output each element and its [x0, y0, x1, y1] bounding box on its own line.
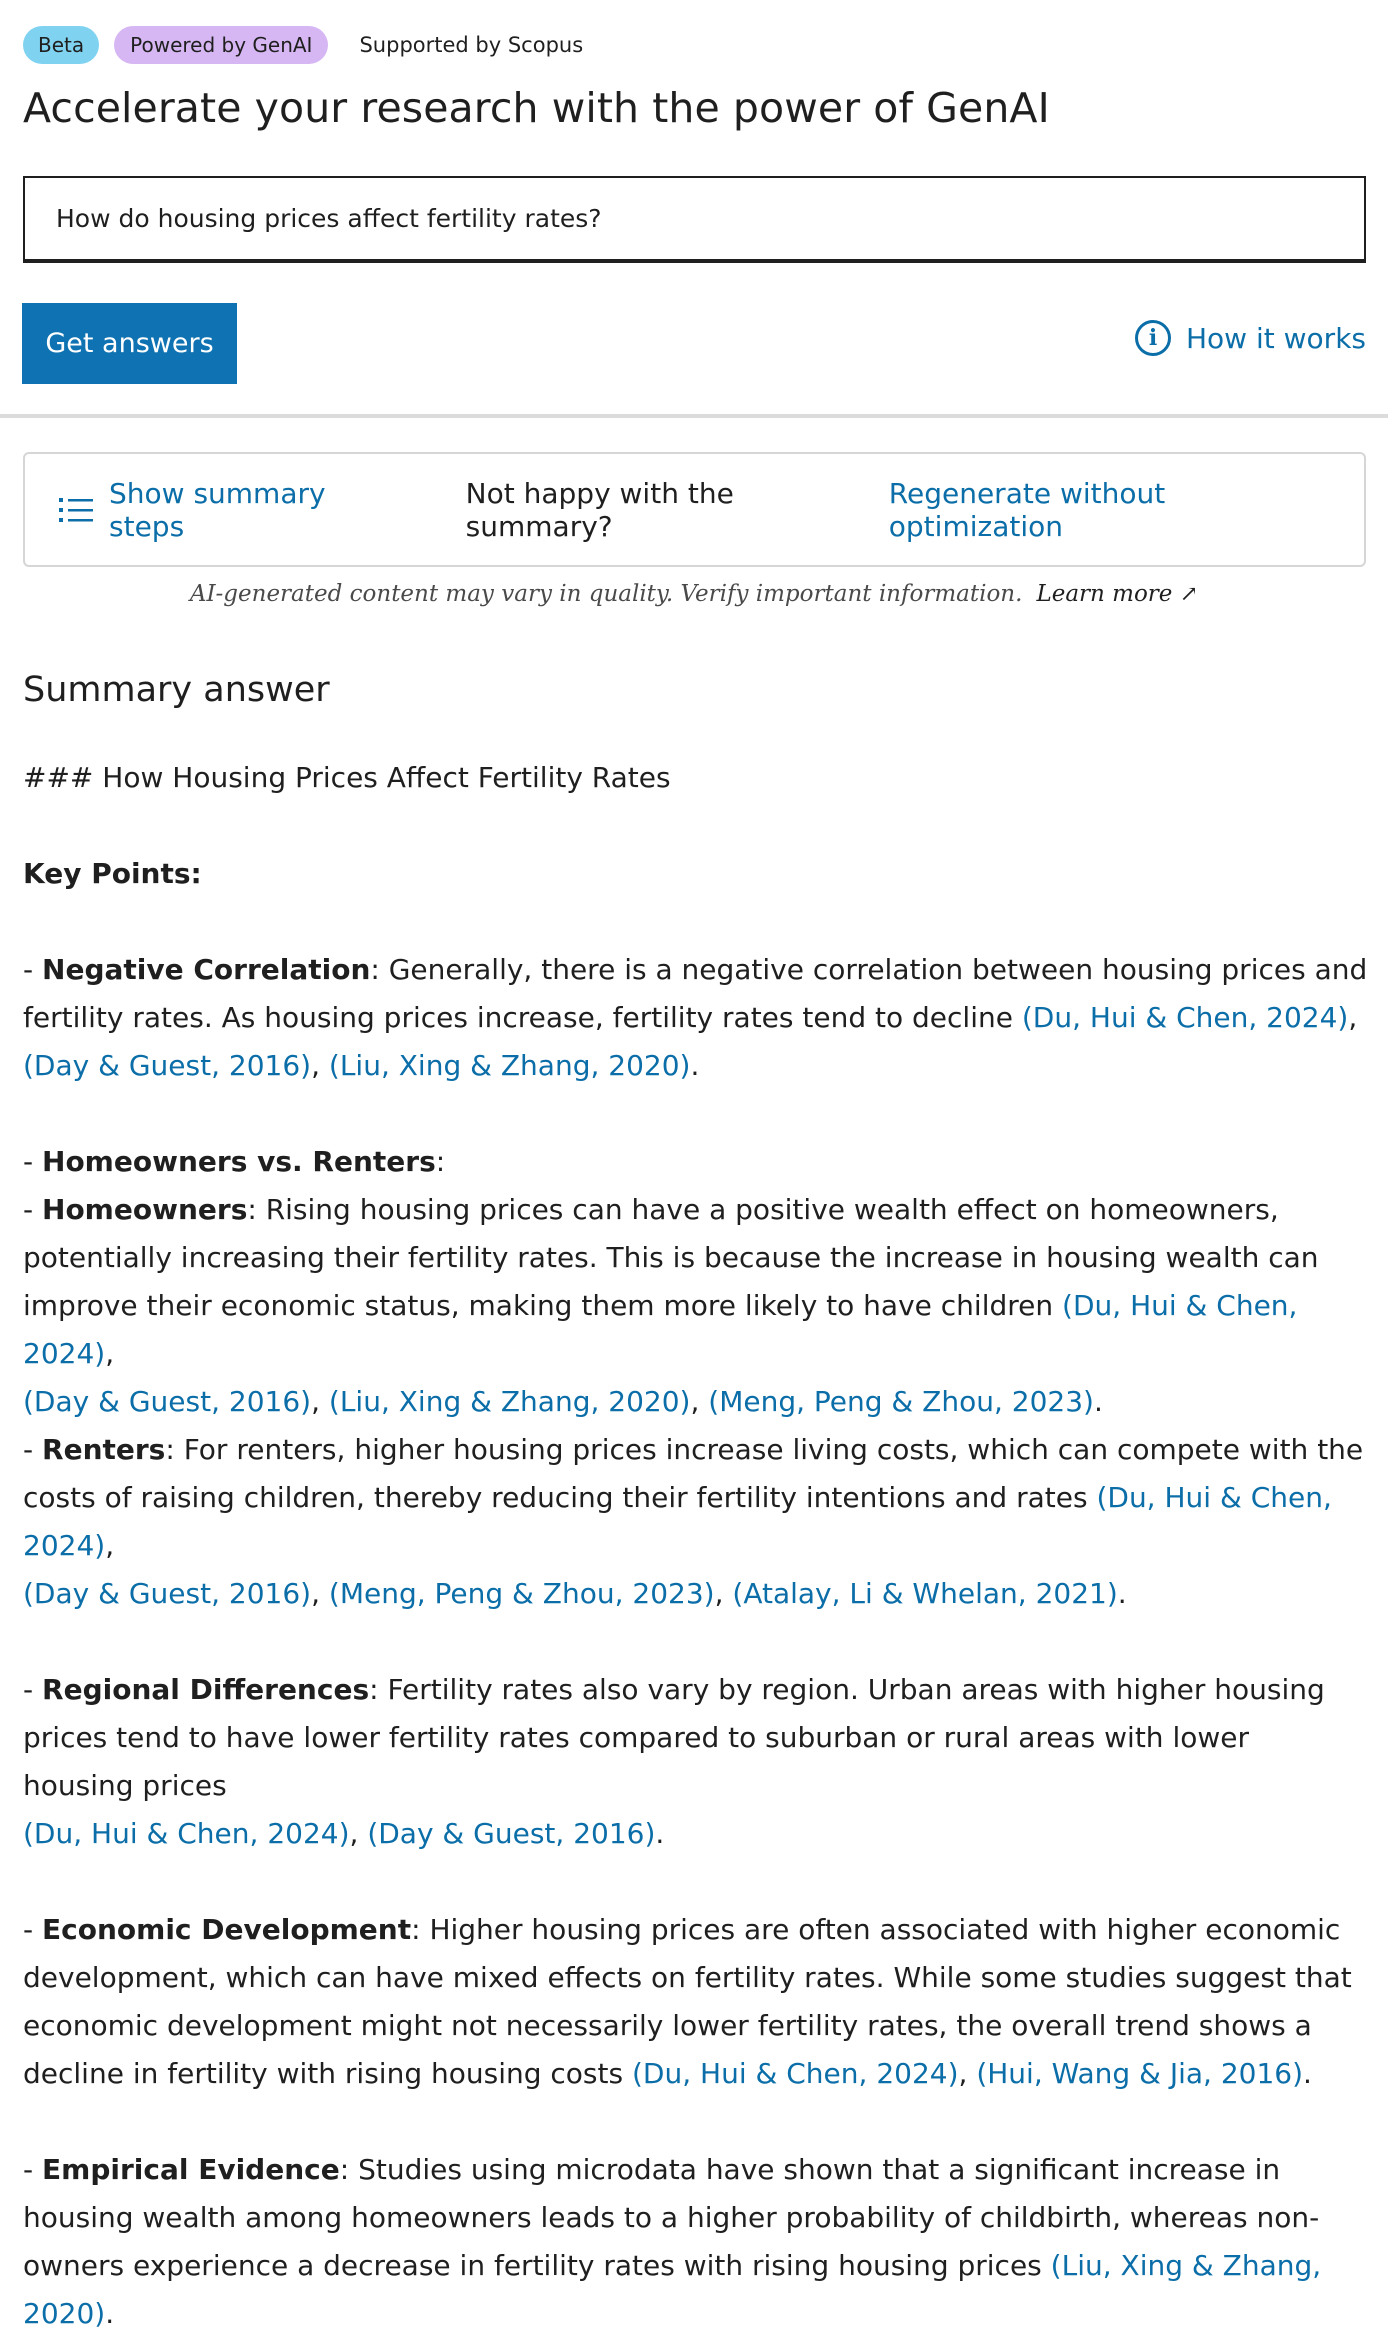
answer-heading: ### How Housing Prices Affect Fertility Rates — [23, 761, 671, 794]
citation-link[interactable]: (Atalay, Li & Whelan, 2021) — [732, 1577, 1118, 1610]
show-summary-steps-button[interactable] — [59, 477, 396, 543]
get-answers-button[interactable]: Get answers — [22, 303, 237, 384]
beta-badge: Beta — [23, 26, 99, 64]
citation-link[interactable]: (Liu, Xing & Zhang, 2020) — [328, 1385, 691, 1418]
citation-link[interactable]: (Day & Guest, 2016) — [23, 1385, 312, 1418]
citation-link[interactable]: (Meng, Peng & Zhou, 2023) — [328, 1577, 715, 1610]
how-it-works-label: How it works — [1186, 321, 1366, 355]
summary-toolbar — [23, 452, 1366, 567]
show-summary-steps-label: Show summary steps — [109, 476, 326, 543]
point-empirical-evidence: - Empirical Evidence: Studies using microdata have shown that a significant increase in housing wealth among homeowners leads to a higher probability of childbirth, whereas non-owners experience a decrease in fertility rates with rising housing prices (Liu, Xing & Zhang, 2020). — [23, 2153, 1322, 2330]
learn-more-link[interactable] — [1036, 581, 1198, 607]
point-economic-development: - Economic Development: Higher housing prices are often associated with higher economic development, which can have mixed effects on fertility rates. While some studies suggest that economic development might not necessarily lower fertility rates, the overall trend shows a decline in fertility with rising housing costs (Du, Hui & Chen, 2024), (Hui, Wang & Jia, 2016). — [23, 1913, 1352, 2090]
summary-answer-body — [23, 754, 1368, 2338]
page-title: Accelerate your research with the power of GenAI — [23, 84, 1050, 132]
how-it-works-link[interactable] — [1135, 320, 1366, 356]
point-homeowners: - Homeowners: Rising housing prices can have a positive wealth effect on homeowners, potentially increasing their fertility rates. This is because the increase in housing wealth can improve their economic status, making them more likely to have children (Du, Hui & Chen, 2024), (Day & Guest, 2016), (Liu, Xing & Zhang, 2020), (Meng, Peng & Zhou, 2023). — [23, 1193, 1319, 1418]
citation-link[interactable]: (Day & Guest, 2016) — [367, 1817, 656, 1850]
citation-link[interactable]: (Du, Hui & Chen, 2024) — [23, 1289, 1298, 1370]
regenerate-link[interactable]: Regenerate without optimization — [888, 476, 1166, 543]
ai-disclaimer — [0, 581, 1388, 607]
divider — [0, 414, 1388, 418]
search-input[interactable] — [56, 204, 1333, 233]
point-regional-differences: - Regional Differences: Fertility rates also vary by region. Urban areas with higher housing prices tend to have lower fertility rates compared to suburban or rural areas with lower housing prices (Du, Hui & Chen, 2024), (Day & Guest, 2016). — [23, 1673, 1325, 1850]
citation-link[interactable]: (Meng, Peng & Zhou, 2023) — [708, 1385, 1094, 1418]
citation-link[interactable]: (Day & Guest, 2016) — [23, 1577, 312, 1610]
citation-link[interactable]: (Liu, Xing & Zhang, 2020) — [328, 1049, 691, 1082]
external-arrow-icon: ↗ — [1179, 582, 1199, 607]
point-negative-correlation: - Negative Correlation: Generally, there is a negative correlation between housing prices and fertility rates. As housing prices increase, fertility rates tend to decline (Du, Hui & Chen, 2024), (Day & Guest, 2016), (Liu, Xing & Zhang, 2020). — [23, 953, 1368, 1082]
citation-link[interactable]: (Day & Guest, 2016) — [23, 1049, 312, 1082]
disclaimer-text: AI-generated content may vary in quality. Verify important information. — [189, 581, 1023, 607]
key-points-label: Key Points: — [23, 857, 202, 890]
citation-link[interactable]: (Du, Hui & Chen, 2024) — [1021, 1001, 1349, 1034]
citation-link[interactable]: (Du, Hui & Chen, 2024) — [632, 2057, 959, 2090]
learn-more-label: Learn more — [1036, 581, 1173, 607]
citation-link[interactable]: (Du, Hui & Chen, 2024) — [23, 1817, 350, 1850]
point-renters: - Renters: For renters, higher housing prices increase living costs, which can compete with the costs of raising children, thereby reducing their fertility intentions and rates (Du, Hui & Chen, 2024), (Day & Guest, 2016), (Meng, Peng & Zhou, 2023), (Atalay, Li & Whelan, 2021). — [23, 1433, 1364, 1610]
supported-by-text: Supported by Scopus — [359, 33, 584, 57]
citation-link[interactable]: (Hui, Wang & Jia, 2016) — [976, 2057, 1304, 2090]
not-happy-text: Not happy with the summary? — [465, 476, 734, 543]
genai-badge: Powered by GenAI — [114, 26, 328, 64]
info-icon: i — [1135, 320, 1171, 356]
search-box[interactable] — [23, 176, 1366, 263]
list-icon — [59, 497, 93, 523]
badge-row — [23, 25, 583, 65]
citation-link[interactable]: (Du, Hui & Chen, 2024) — [23, 1481, 1332, 1562]
point-homeowners-vs-renters: - Homeowners vs. Renters: — [23, 1145, 446, 1178]
summary-answer-title: Summary answer — [23, 670, 330, 710]
citation-link[interactable]: (Liu, Xing & Zhang, 2020) — [23, 2249, 1322, 2330]
